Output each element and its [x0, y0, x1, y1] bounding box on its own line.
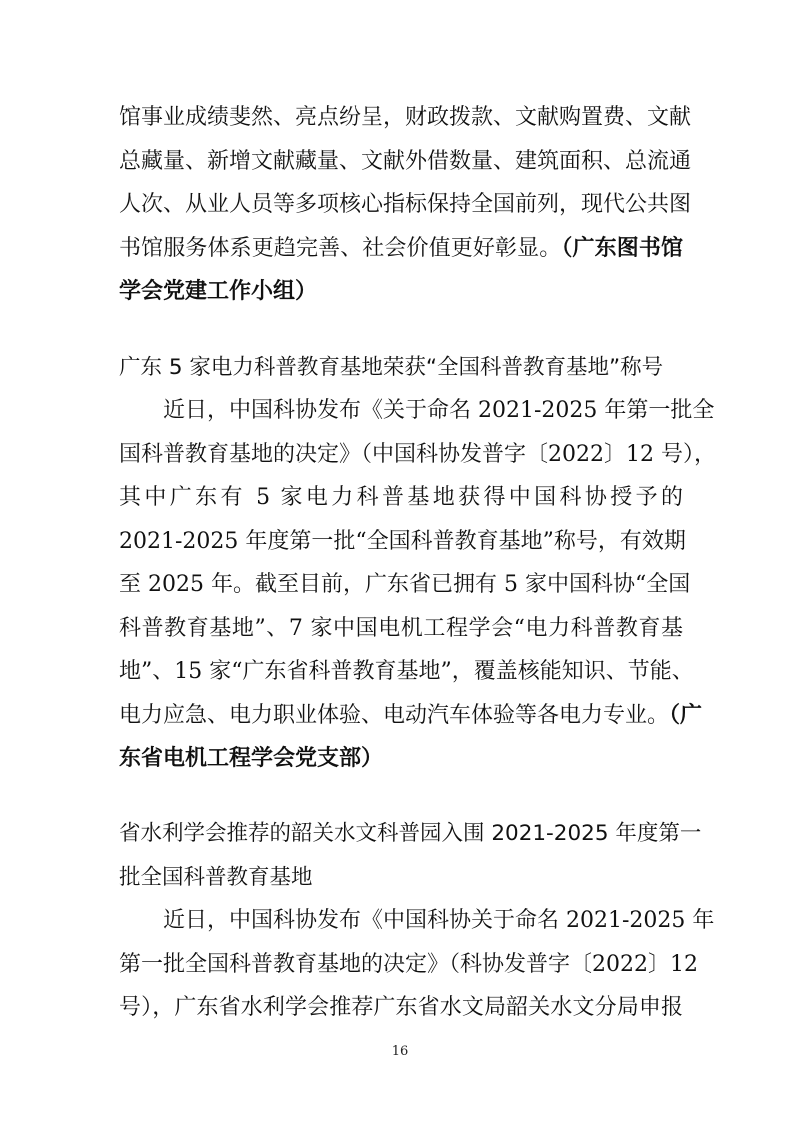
text-line: 人次、从业人员等多项核心指标保持全国前列，现代公共图: [119, 192, 692, 217]
section-heading: [119, 812, 702, 899]
text-line: 其中广东有 5 家电力科普基地获得中国科协授予的: [119, 485, 683, 510]
text-line: [119, 694, 703, 738]
heading-line: 批全国科普教育基地: [119, 864, 313, 890]
page-number: 16: [391, 1044, 409, 1059]
source-attribution: （广: [669, 702, 703, 728]
paragraph-library-summary: [119, 96, 692, 314]
text-line: 近日，中国科协发布《中国科协关于命名 2021-2025 年: [163, 908, 715, 933]
text-line: 至 2025 年。截至目前，广东省已拥有 5 家中国科协“全国: [119, 572, 691, 597]
source-attribution: 学会党建工作小组）: [119, 279, 318, 304]
text-line: 2021-2025 年度第一批“全国科普教育基地”称号，有效期: [119, 528, 686, 554]
paragraph-power-science-bases: [119, 389, 716, 781]
text-line: 号），广东省水利学会推荐广东省水文局韶关水文分局申报: [119, 995, 683, 1020]
source-attribution: 东省电机工程学会党支部）: [119, 746, 384, 771]
text-line: 国科普教育基地的决定》（中国科协发普字〔2022〕12 号），: [119, 441, 716, 467]
paragraph-hydrology-park: [119, 899, 715, 1030]
text-line: 第一批全国科普教育基地的决定》（科协发普字〔2022〕12: [119, 951, 698, 977]
section-heading: 广东 5 家电力科普教育基地荣获“全国科普教育基地”称号: [119, 355, 664, 380]
text-line: 馆事业成绩斐然、亮点纷呈，财政拨款、文献购置费、文献: [119, 105, 692, 130]
text-line: [119, 227, 683, 271]
text-segment: 电力应急、电力职业体验、电动汽车体验等各电力专业。: [119, 702, 670, 728]
heading-line: 省水利学会推荐的韶关水文科普园入围 2021-2025 年度第一: [119, 821, 702, 846]
text-line: 总藏量、新增文献藏量、文献外借数量、建筑面积、总流通: [119, 148, 692, 174]
text-segment: 书馆服务体系更趋完善、社会价值更好彰显。: [119, 235, 562, 261]
text-line: 科普教育基地”、7 家中国电机工程学会“电力科普教育基: [119, 615, 683, 641]
text-line: 近日，中国科协发布《关于命名 2021-2025 年第一批全: [163, 398, 715, 423]
source-attribution: （广东图书馆: [561, 235, 683, 261]
text-line: 地”、15 家“广东省科普教育基地”，覆盖核能知识、节能、: [119, 659, 694, 684]
